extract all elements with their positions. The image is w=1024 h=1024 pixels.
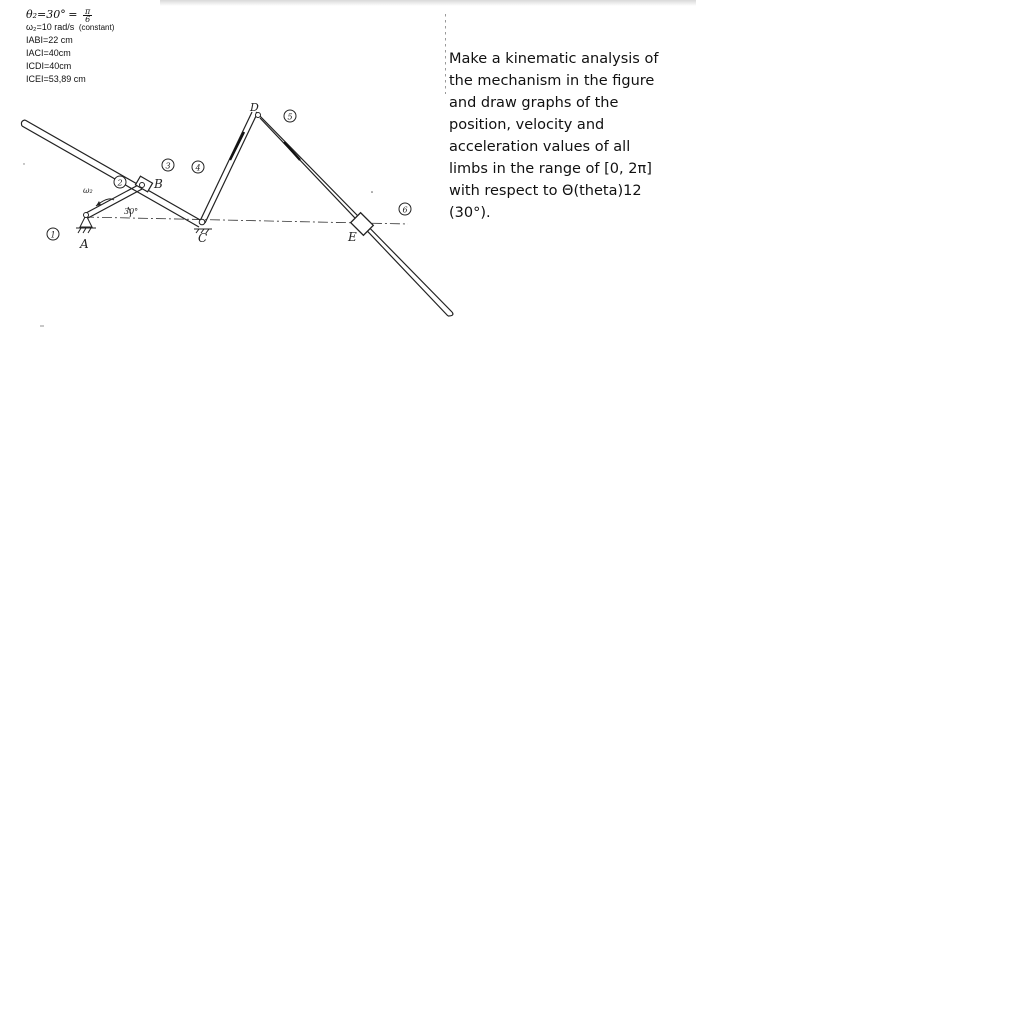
separator-guide (445, 14, 446, 94)
theta-fraction-numerator: π (85, 7, 91, 17)
link-label-1 (47, 228, 59, 240)
pin-b (140, 183, 145, 188)
theta-given: θ₂=30° = $\frac{\pi}{6}$ (26, 7, 91, 25)
link-label-6 (399, 203, 411, 215)
joint-label-b: B (154, 177, 163, 191)
link-number-2: 2 (117, 178, 123, 188)
link-number-5: 5 (287, 112, 293, 122)
joint-label-e: E (348, 230, 357, 244)
link-label-2 (114, 176, 126, 188)
link-number-6: 6 (402, 205, 408, 215)
pin-c (199, 219, 205, 225)
pin-a (84, 213, 89, 218)
mechanism-diagram (0, 0, 460, 340)
link-label-4 (192, 161, 204, 173)
link-number-1: 1 (50, 230, 56, 240)
joint-label-a: A (80, 237, 89, 251)
theta-fraction-denominator: 6 (85, 15, 91, 25)
link-4-rod (200, 112, 256, 223)
joint-label-c: C (198, 231, 208, 245)
angle-label: 30° (124, 207, 139, 216)
link-number-4: 4 (195, 163, 201, 173)
task-description: Make a kinematic analysis of the mechanism in the figure and draw graphs of the position, velocity and acceleration values of all limbs in the range of [0, 2π] with respect to Θ(theta)12 (30°). (449, 51, 659, 221)
cd-length: ICDI=40cm (26, 61, 72, 71)
omega-label: ω₂ (83, 186, 93, 195)
ce-length: ICEI=53,89 cm (26, 74, 86, 84)
ab-length: IABI=22 cm (26, 35, 73, 45)
link-3-bar (21, 120, 202, 227)
ac-length: IACI=40cm (26, 48, 71, 58)
theta-value: θ₂=30° (26, 8, 66, 21)
link-number-3: 3 (165, 161, 171, 171)
link-5-rod (256, 112, 453, 316)
omega-note: (constant) (78, 23, 115, 32)
joint-label-d: D (250, 101, 259, 114)
link-label-5 (284, 110, 296, 122)
link-label-3 (162, 159, 174, 171)
omega-value: ω₂=10 rad/s (26, 22, 75, 32)
